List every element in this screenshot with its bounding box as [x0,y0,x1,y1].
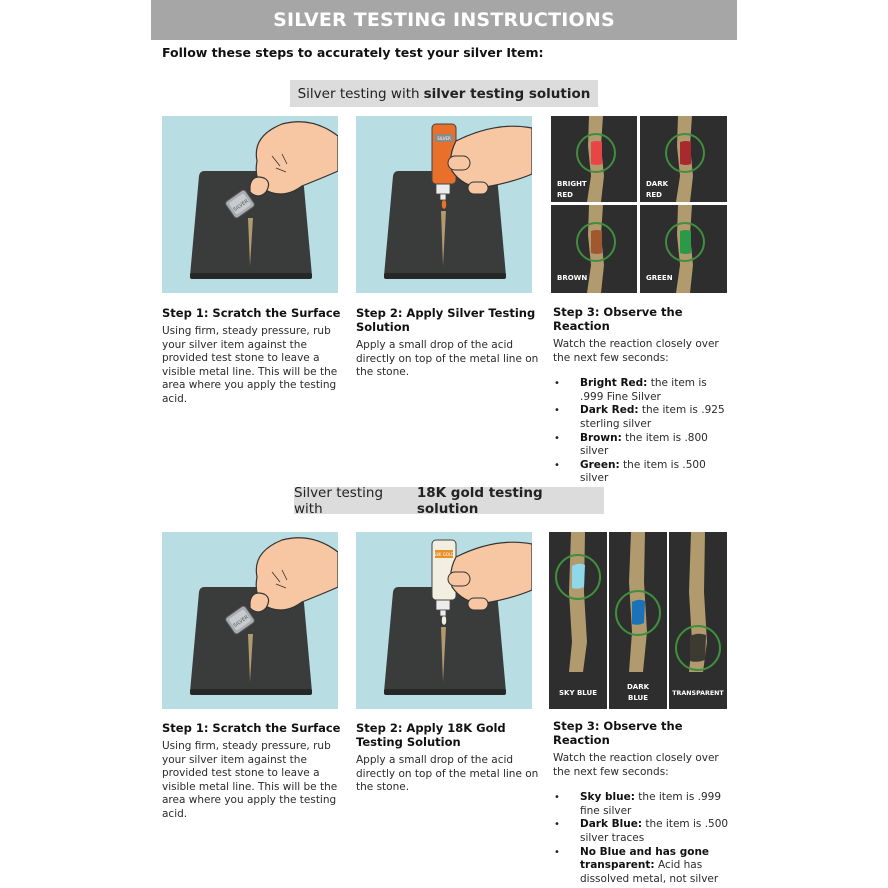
tile-label-line1: BRIGHT [557,180,587,188]
page-header [151,0,737,40]
step-3-column [553,719,733,886]
metal-streak-icon [669,532,727,709]
result-item: • Dark Red: the item is .925 sterling silver [553,404,733,431]
apply-solution-illustration [356,532,532,709]
step-1-column [162,721,347,822]
section-label-gold-solution [294,484,604,517]
step-title: Step 2: Apply 18K Gold Testing Solution [356,721,506,749]
tile-label-line2: RED [646,191,662,199]
results-list [553,791,733,886]
acid-bottle-icon [356,532,532,709]
apply-solution-illustration [356,116,532,293]
section-label-silver-solution [290,80,598,107]
reaction-tile-bright-red [551,116,637,202]
step-body: Watch the reaction closely over the next few seconds: [553,338,719,364]
scratch-illustration [162,116,338,293]
result-item: • Green: the item is .500 silver [553,459,733,486]
tile-label-line2: RED [557,191,573,199]
step-body: Watch the reaction closely over the next few seconds: [553,752,719,778]
tile-label-line1: DARK [626,683,650,691]
reaction-tile-green [640,205,727,293]
result-item: • Dark Blue: the item is .500 silver traces [553,818,733,845]
step-body: Apply a small drop of the acid directly on top of the metal line on the stone. [356,339,539,379]
metal-streak-icon [549,532,607,709]
step-3-column [553,305,733,486]
tile-label-line1: DARK [646,180,669,188]
reaction-color-chart [549,532,727,709]
step-body: Using firm, steady pressure, rub your silver item against the provided test stone to leave a visible metal line. This will be the area where you apply the testing acid. [162,325,338,405]
step-title: Step 2: Apply Silver Testing Solution [356,306,536,334]
tile-label-line2: BLUE [627,694,648,702]
reaction-tile-transparent [669,532,727,709]
scratch-illustration [162,532,338,709]
svg-text:18K GOLD: 18K GOLD [433,552,455,557]
stone-scratch-icon [162,116,338,293]
tile-label-line1: SKY BLUE [559,689,597,697]
step-title: Step 1: Scratch the Surface [162,306,341,320]
section-label-prefix: Silver testing with [297,85,420,102]
section-label-bold: 18K gold testing solution [416,484,543,517]
step-body: Using firm, steady pressure, rub your silver item against the provided test stone to leave a visible metal line. This will be the area where you apply the testing acid. [162,740,338,820]
acid-bottle-icon [356,116,532,293]
reaction-tile-sky-blue [549,532,607,709]
section-label-prefix: Silver testing with [294,484,384,517]
step-title: Step 3: Observe the Reaction [553,305,683,333]
intro-text: Follow these steps to accurately test your silver Item: [162,45,544,60]
page-title: SILVER TESTING INSTRUCTIONS [273,9,615,31]
result-item: • Sky blue: the item is .999 fine silver [553,791,733,818]
result-item: • Brown: the item is .800 silver [553,432,733,459]
section-label-bold: silver testing solution [423,85,591,102]
results-list [553,377,733,486]
step-2-column [356,721,541,795]
step-title: Step 3: Observe the Reaction [553,719,683,747]
step-body: Apply a small drop of the acid directly on top of the metal line on the stone. [356,754,539,794]
result-item: • No Blue and has gone transparent: Acid has dissolved metal, not silver [553,846,733,887]
reaction-tile-dark-red [640,116,727,202]
tile-label-line1: TRANSPARENT [672,690,724,697]
reaction-tile-dark-blue [609,532,667,709]
step-2-column [356,306,541,380]
svg-text:SILVER: SILVER [232,198,250,213]
result-item: • Bright Red: the item is .999 Fine Silver [553,377,733,404]
reaction-tile-brown [551,205,637,293]
reaction-color-chart [551,116,727,293]
step-title: Step 1: Scratch the Surface [162,721,341,735]
tile-label-line1: BROWN [557,274,588,282]
svg-text:SILVER: SILVER [437,136,451,141]
step-1-column [162,306,347,407]
svg-text:SILVER: SILVER [232,614,250,629]
tile-label-line1: GREEN [646,274,673,282]
stone-scratch-icon [162,532,338,709]
